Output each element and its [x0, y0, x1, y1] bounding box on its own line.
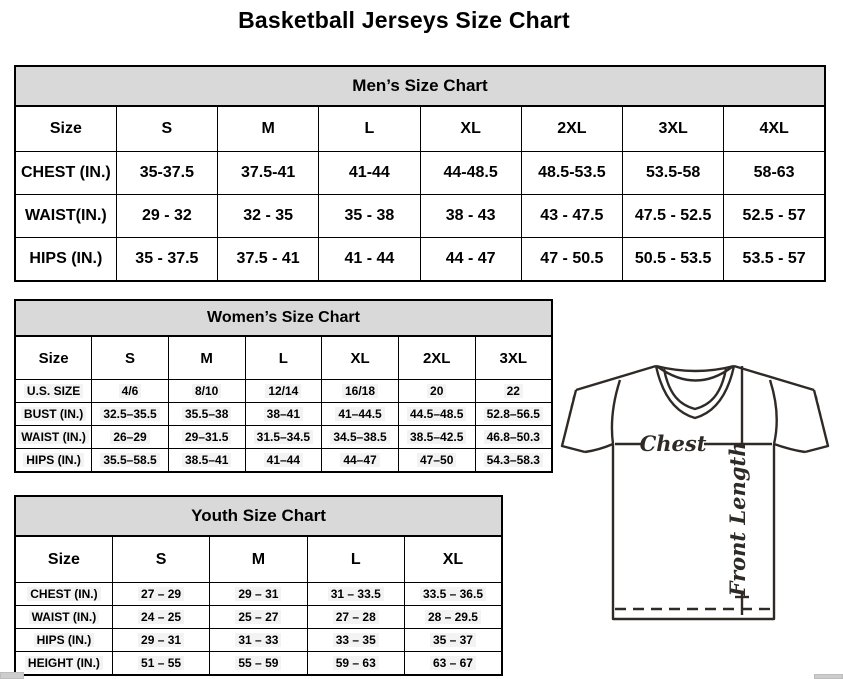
row-label: BUST (IN.)	[15, 403, 92, 426]
left-armhole-curve	[612, 380, 620, 444]
table-row	[15, 426, 552, 449]
row-label: HIPS (IN.)	[15, 238, 116, 282]
table-cell: 46.8–50.3	[475, 426, 552, 449]
table-cell: 50.5 - 53.5	[623, 238, 724, 282]
table-cell: 44–47	[322, 449, 399, 473]
table-cell: 43 - 47.5	[521, 195, 622, 238]
table-cell: 32 - 35	[218, 195, 319, 238]
table-cell: 29 – 31	[210, 583, 307, 606]
table-cell: 34.5–38.5	[322, 426, 399, 449]
table-cell: 28 – 29.5	[404, 606, 502, 629]
table-cell: 38.5–41	[168, 449, 245, 473]
table-cell: 55 – 59	[210, 652, 307, 676]
table-title-band: Youth Size Chart	[15, 496, 502, 536]
table-cell: 63 – 67	[404, 652, 502, 676]
horizontal-scrollbar-fragment-right[interactable]	[814, 674, 843, 679]
table-cell: 27 – 29	[112, 583, 209, 606]
column-header: 2XL	[398, 336, 475, 380]
table-cell: 26–29	[92, 426, 169, 449]
table-cell: 8/10	[168, 380, 245, 403]
left-underarm-curve	[585, 444, 613, 452]
table-row	[15, 380, 552, 403]
table-cell: 31.5–34.5	[245, 426, 322, 449]
row-label: HIPS (IN.)	[15, 449, 92, 473]
table-cell: 22	[475, 380, 552, 403]
column-header: M	[210, 536, 307, 583]
column-header: 3XL	[475, 336, 552, 380]
table-cell: 35 – 37	[404, 629, 502, 652]
table-cell: 54.3–58.3	[475, 449, 552, 473]
horizontal-scrollbar-fragment-left[interactable]	[0, 672, 24, 679]
table-cell: 29 – 31	[112, 629, 209, 652]
column-header: L	[319, 106, 420, 152]
table-cell: 38.5–42.5	[398, 426, 475, 449]
table-cell: 35 - 37.5	[116, 238, 217, 282]
table-title-band: Men’s Size Chart	[15, 66, 825, 106]
column-header: XL	[404, 536, 502, 583]
table-cell: 32.5–35.5	[92, 403, 169, 426]
table-cell: 25 – 27	[210, 606, 307, 629]
table-cell: 31 – 33.5	[307, 583, 404, 606]
table-row	[15, 629, 502, 652]
table-cell: 51 – 55	[112, 652, 209, 676]
column-header: XL	[420, 106, 521, 152]
size-table	[14, 65, 826, 282]
table-cell: 41 - 44	[319, 238, 420, 282]
column-header: 2XL	[521, 106, 622, 152]
row-label: HIPS (IN.)	[15, 629, 112, 652]
table-cell: 33.5 – 36.5	[404, 583, 502, 606]
left-shoulder-line	[576, 366, 656, 390]
column-header: S	[112, 536, 209, 583]
table-cell: 52.5 - 57	[724, 195, 825, 238]
column-header: S	[116, 106, 217, 152]
table-cell: 38–41	[245, 403, 322, 426]
column-header: Size	[15, 106, 116, 152]
table-cell: 12/14	[245, 380, 322, 403]
table-cell: 29 - 32	[116, 195, 217, 238]
column-header: 4XL	[724, 106, 825, 152]
column-header: L	[245, 336, 322, 380]
table-cell: 35.5–38	[168, 403, 245, 426]
table-cell: 47.5 - 52.5	[623, 195, 724, 238]
table-cell: 38 - 43	[420, 195, 521, 238]
right-shoulder-line	[734, 366, 814, 390]
table-cell: 48.5-53.5	[521, 152, 622, 195]
table-cell: 35 - 38	[319, 195, 420, 238]
table-cell: 47–50	[398, 449, 475, 473]
page-title: Basketball Jerseys Size Chart	[238, 7, 570, 33]
collar-back-arc	[656, 366, 734, 371]
chest-label: Chest	[639, 431, 707, 456]
column-header: Size	[15, 536, 112, 583]
table-cell: 44.5–48.5	[398, 403, 475, 426]
column-header: L	[307, 536, 404, 583]
mens-size-chart-table	[14, 65, 826, 282]
column-header: S	[92, 336, 169, 380]
table-cell: 44-48.5	[420, 152, 521, 195]
column-header: XL	[322, 336, 399, 380]
table-row	[15, 606, 502, 629]
size-table	[14, 299, 553, 473]
table-cell: 4/6	[92, 380, 169, 403]
row-label: CHEST (IN.)	[15, 583, 112, 606]
table-cell: 31 – 33	[210, 629, 307, 652]
table-title-band: Women’s Size Chart	[15, 300, 552, 336]
table-cell: 37.5-41	[218, 152, 319, 195]
table-row	[15, 652, 502, 676]
row-label: U.S. SIZE	[15, 380, 92, 403]
column-header: M	[168, 336, 245, 380]
column-header: 3XL	[623, 106, 724, 152]
table-cell: 24 – 25	[112, 606, 209, 629]
table-cell: 35-37.5	[116, 152, 217, 195]
table-cell: 27 – 28	[307, 606, 404, 629]
table-cell: 41–44.5	[322, 403, 399, 426]
right-underarm-curve	[774, 444, 805, 452]
jersey-outline	[562, 366, 828, 619]
table-row	[15, 238, 825, 282]
row-label: HEIGHT (IN.)	[15, 652, 112, 676]
table-row	[15, 152, 825, 195]
size-table	[14, 495, 503, 676]
table-row	[15, 195, 825, 238]
jersey-measurement-diagram	[552, 352, 840, 632]
table-cell: 53.5 - 57	[724, 238, 825, 282]
table-cell: 52.8–56.5	[475, 403, 552, 426]
table-cell: 35.5–58.5	[92, 449, 169, 473]
table-cell: 53.5-58	[623, 152, 724, 195]
row-label: WAIST (IN.)	[15, 606, 112, 629]
table-cell: 47 - 50.5	[521, 238, 622, 282]
table-cell: 41-44	[319, 152, 420, 195]
table-row	[15, 583, 502, 606]
youth-size-chart-table	[14, 495, 503, 676]
table-cell: 44 - 47	[420, 238, 521, 282]
womens-size-chart-table	[14, 299, 553, 473]
front-length-label: Front Length	[725, 441, 750, 597]
table-row	[15, 449, 552, 473]
column-header: Size	[15, 336, 92, 380]
table-cell: 59 – 63	[307, 652, 404, 676]
table-cell: 20	[398, 380, 475, 403]
table-cell: 29–31.5	[168, 426, 245, 449]
row-label: CHEST (IN.)	[15, 152, 116, 195]
row-label: WAIST (IN.)	[15, 426, 92, 449]
table-cell: 16/18	[322, 380, 399, 403]
row-label: WAIST(IN.)	[15, 195, 116, 238]
table-cell: 41–44	[245, 449, 322, 473]
column-header: M	[218, 106, 319, 152]
table-cell: 58-63	[724, 152, 825, 195]
right-armhole-curve	[770, 380, 777, 444]
table-cell: 37.5 - 41	[218, 238, 319, 282]
table-cell: 33 – 35	[307, 629, 404, 652]
table-row	[15, 403, 552, 426]
